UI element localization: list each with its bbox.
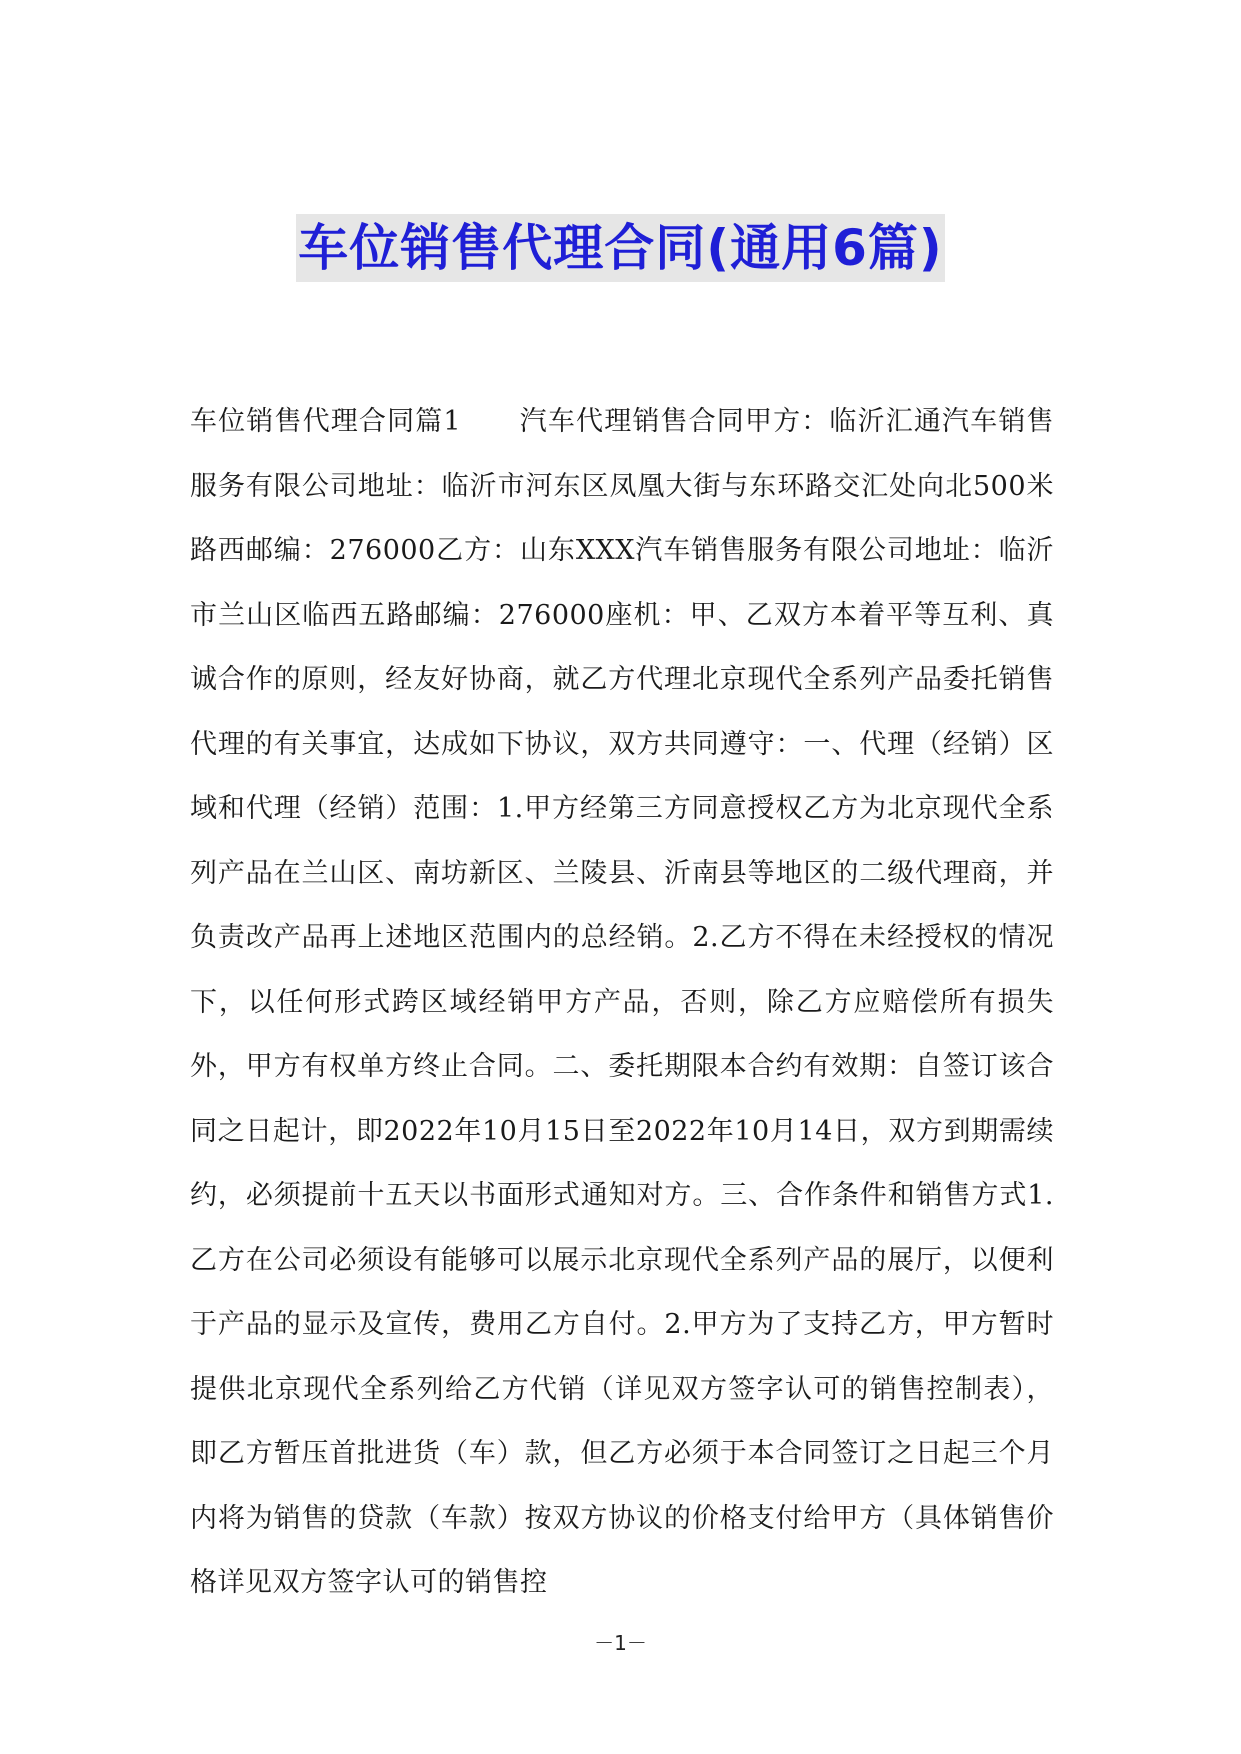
page-number: －1－ [594,1631,647,1655]
document-title: 车位销售代理合同(通用6篇) [296,214,945,282]
title-container [0,214,1241,282]
document-body [190,390,1054,1616]
section-heading: 车位销售代理合同篇1 [190,406,462,437]
body-paragraph: 汽车代理销售合同甲方：临沂汇通汽车销售服务有限公司地址：临沂市河东区凤凰大街与东环路交汇处向北500米路西邮编：276000乙方：山东XXX汽车销售服务有限公司地址：临沂市兰山区临西五路邮编：276000座机：甲、乙双方本着平等互利、真诚合作的原则，经友好协商，就乙方代理北京现代全系列产品委托销售代理的有关事宜，达成如下协议，双方共同遵守：一、代理（经销）区域和代理（经销）范围：1.甲方经第三方同意授权乙方为北京现代全系列产品在兰山区、南坊新区、兰陵县、沂南县等地区的二级代理商，并负责改产品再上述地区范围内的总经销。2.乙方不得在未经授权的情况下，以任何形式跨区域经销甲方产品，否则，除乙方应赔偿所有损失外，甲方有权单方终止合同。二、委托期限本合约有效期：自签订该合同之日起计，即2022年10月15日至2022年10月14日，双方到期需续约，必须提前十五天以书面形式通知对方。三、合作条件和销售方式1.乙方在公司必须设有能够可以展示北京现代全系列产品的展厅，以便利于产品的显示及宣传，费用乙方自付。2.甲方为了支持乙方，甲方暂时提供北京现代全系列给乙方代销（详见双方签字认可的销售控制表），即乙方暂压首批进货（车）款，但乙方必须于本合同签订之日起三个月内将为销售的贷款（车款）按双方协议的价格支付给甲方（具体销售价格详见双方签字认可的销售控 [190,406,1055,1598]
